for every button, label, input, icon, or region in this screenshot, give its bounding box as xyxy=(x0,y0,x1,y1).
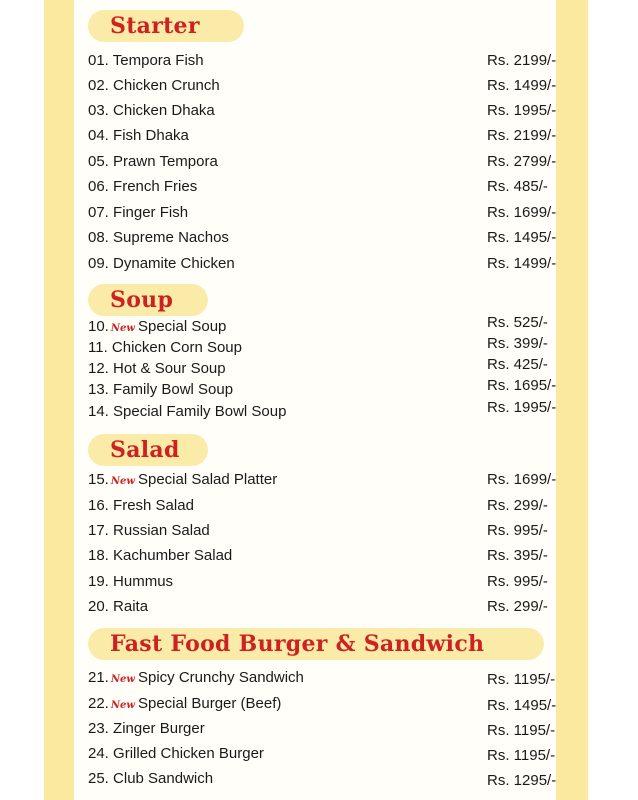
item-price: Rs. 1195/- xyxy=(487,671,556,688)
item-name: Supreme Nachos xyxy=(113,229,229,246)
menu-item xyxy=(88,153,558,171)
right-decorative-stripe xyxy=(556,0,588,800)
item-name: Chicken Dhaka xyxy=(113,102,215,119)
item-price: Rs. 299/- xyxy=(487,598,548,615)
item-price: Rs. 1995/- xyxy=(487,399,557,416)
item-name: Special Salad Platter xyxy=(137,471,278,488)
menu-item xyxy=(88,204,558,222)
item-number: 13. xyxy=(88,381,109,398)
item-name: Special Soup xyxy=(137,318,227,335)
item-price: Rs. 2199/- xyxy=(487,52,557,69)
menu-item xyxy=(88,522,558,540)
item-number: 02. xyxy=(88,77,109,94)
item-name: Special Family Bowl Soup xyxy=(113,403,287,420)
item-name: Kachumber Salad xyxy=(113,547,233,564)
menu-item xyxy=(88,720,558,738)
item-name: Family Bowl Soup xyxy=(113,381,234,398)
item-name: Special Burger (Beef) xyxy=(137,695,282,712)
item-number: 22. xyxy=(88,695,109,712)
item-price: Rs. 525/- xyxy=(487,314,548,331)
menu-item xyxy=(88,335,558,357)
item-price: Rs. 2199/- xyxy=(487,127,557,144)
item-name: Raita xyxy=(113,598,149,615)
item-price: Rs. 1195/- xyxy=(487,722,556,739)
item-price: Rs. 1195/- xyxy=(487,747,556,764)
menu-item xyxy=(88,598,558,616)
item-name: Fresh Salad xyxy=(113,497,194,514)
item-price: Rs. 995/- xyxy=(487,522,548,539)
item-price: Rs. 485/- xyxy=(487,178,548,195)
item-number: 16. xyxy=(88,497,109,514)
item-price: Rs. 995/- xyxy=(487,573,548,590)
item-price: Rs. 399/- xyxy=(487,335,548,352)
menu-item xyxy=(88,695,558,715)
item-price: Rs. 1699/- xyxy=(487,204,557,221)
new-badge: New xyxy=(110,674,135,685)
item-number: 15. xyxy=(88,471,109,488)
item-name: Russian Salad xyxy=(113,522,210,539)
section-heading-soup: Soup xyxy=(88,284,208,316)
menu-item xyxy=(88,356,558,378)
menu-item xyxy=(88,770,558,788)
item-number: 11. xyxy=(88,339,108,356)
left-decorative-stripe xyxy=(44,0,74,800)
item-price: Rs. 425/- xyxy=(487,356,548,373)
item-name: Chicken Crunch xyxy=(113,77,220,94)
menu-item xyxy=(88,77,558,95)
item-price: Rs. 1495/- xyxy=(487,229,557,246)
item-number: 07. xyxy=(88,204,109,221)
item-name: Grilled Chicken Burger xyxy=(113,745,264,762)
item-number: 10. xyxy=(88,318,109,335)
menu-item xyxy=(88,102,558,120)
section-heading-salad: Salad xyxy=(88,434,208,466)
item-number: 18. xyxy=(88,547,109,564)
item-name: Hummus xyxy=(113,573,174,590)
item-price: Rs. 1499/- xyxy=(487,77,557,94)
menu-item xyxy=(88,377,558,399)
item-number: 25. xyxy=(88,770,109,787)
new-badge: New xyxy=(110,476,135,487)
item-name: Finger Fish xyxy=(113,204,189,221)
item-price: Rs. 1699/- xyxy=(487,471,557,488)
item-number: 14. xyxy=(88,403,109,420)
item-number: 09. xyxy=(88,255,109,272)
item-name: Dynamite Chicken xyxy=(113,255,235,272)
item-number: 17. xyxy=(88,522,109,539)
item-name: French Fries xyxy=(113,178,198,195)
menu-item xyxy=(88,178,558,196)
menu-item xyxy=(88,745,558,763)
item-name: Club Sandwich xyxy=(113,770,214,787)
new-badge: New xyxy=(110,323,135,334)
item-name: Zinger Burger xyxy=(113,720,205,737)
item-number: 24. xyxy=(88,745,109,762)
item-number: 05. xyxy=(88,153,109,170)
menu-item xyxy=(88,573,558,591)
item-number: 21. xyxy=(88,669,109,686)
item-price: Rs. 1495/- xyxy=(487,697,557,714)
item-price: Rs. 299/- xyxy=(487,497,548,514)
item-price: Rs. 1695/- xyxy=(487,377,557,394)
menu-item xyxy=(88,255,558,273)
item-number: 01. xyxy=(88,52,109,69)
item-number: 03. xyxy=(88,102,109,119)
menu-item xyxy=(88,471,558,491)
item-number: 19. xyxy=(88,573,109,590)
item-name: Hot & Sour Soup xyxy=(113,360,226,377)
menu-item xyxy=(88,52,558,70)
item-number: 23. xyxy=(88,720,109,737)
item-price: Rs. 2799/- xyxy=(487,153,557,170)
item-name: Spicy Crunchy Sandwich xyxy=(137,669,304,686)
item-number: 06. xyxy=(88,178,109,195)
new-badge: New xyxy=(110,700,135,711)
item-name: Prawn Tempora xyxy=(113,153,218,170)
item-price: Rs. 1499/- xyxy=(487,255,557,272)
item-number: 08. xyxy=(88,229,109,246)
item-price: Rs. 395/- xyxy=(487,547,548,564)
menu-item xyxy=(88,547,558,565)
item-name: Fish Dhaka xyxy=(113,127,189,144)
item-number: 20. xyxy=(88,598,109,615)
item-price: Rs. 1295/- xyxy=(487,772,557,789)
item-number: 12. xyxy=(88,360,109,377)
menu-item xyxy=(88,399,558,421)
menu-item xyxy=(88,497,558,515)
section-heading-starter: Starter xyxy=(88,10,244,42)
section-heading-fast-food: Fast Food Burger & Sandwich xyxy=(88,628,544,660)
menu-item xyxy=(88,127,558,145)
item-name: Tempora Fish xyxy=(112,52,204,69)
item-price: Rs. 1995/- xyxy=(487,102,557,119)
menu-item xyxy=(88,669,558,689)
item-name: Chicken Corn Soup xyxy=(111,339,242,356)
menu-item xyxy=(88,229,558,247)
item-number: 04. xyxy=(88,127,109,144)
